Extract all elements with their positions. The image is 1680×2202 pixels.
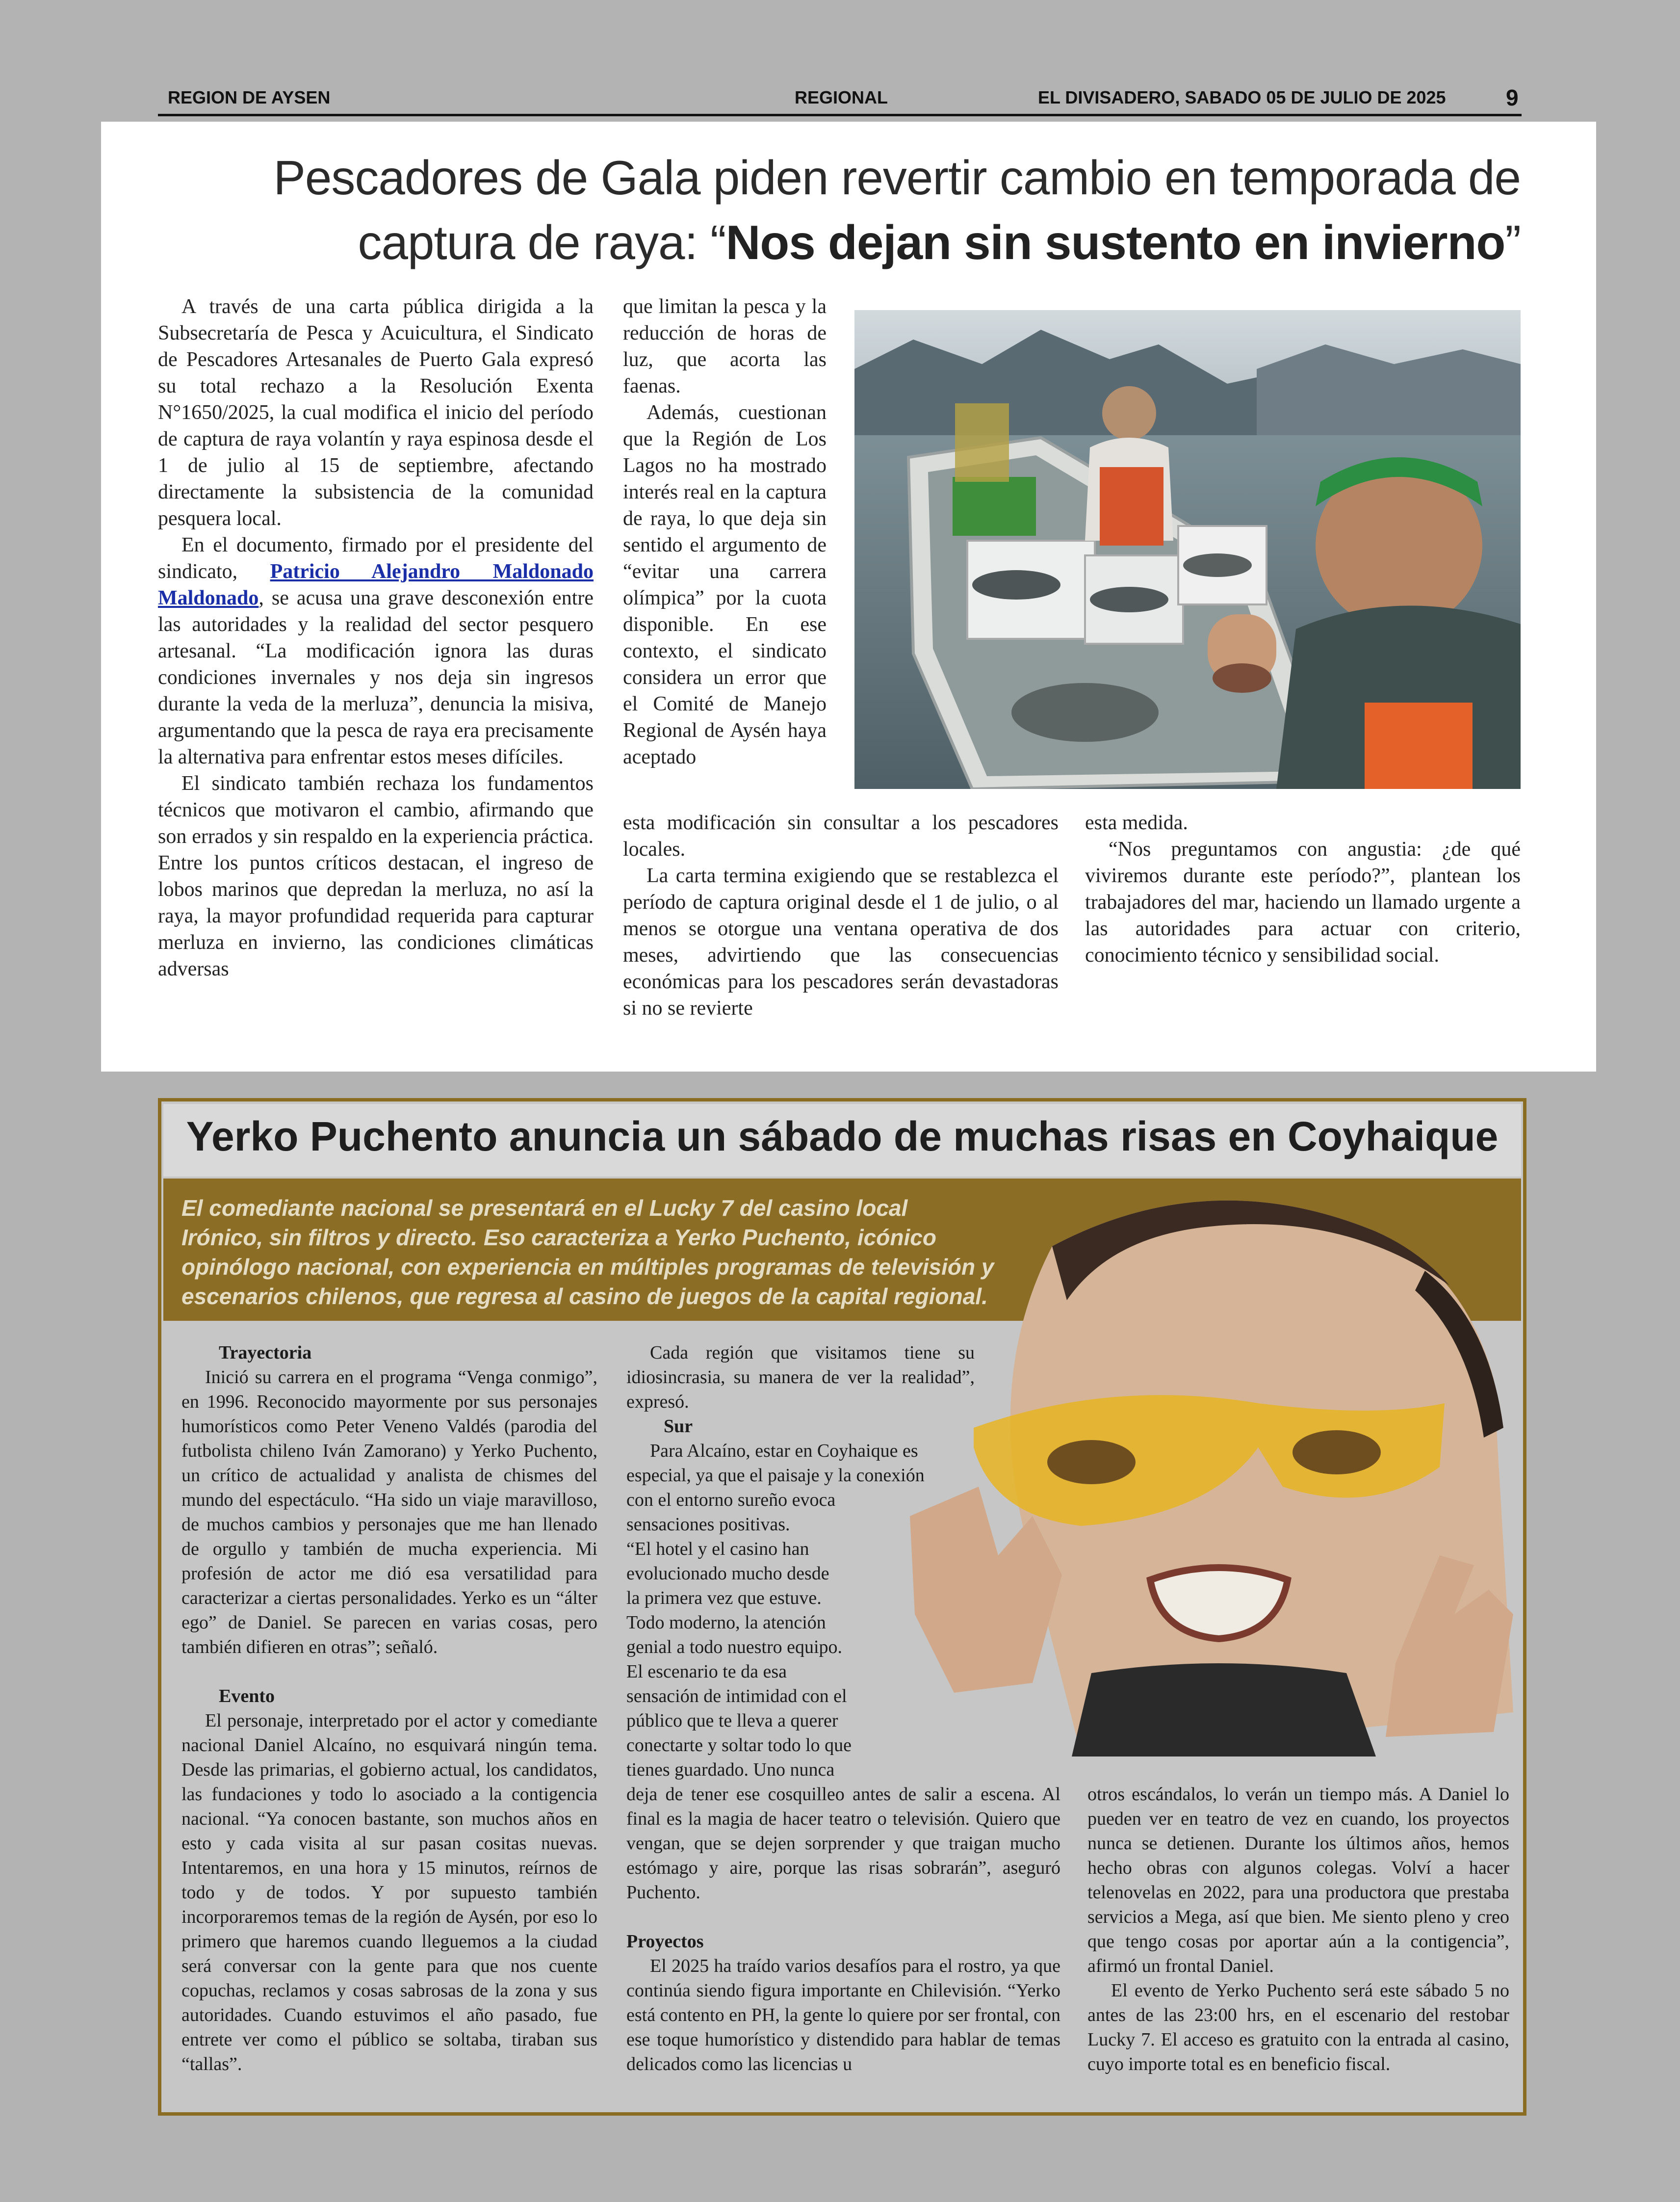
paragraph: esta modificación sin consultar a los pescadores locales. [623,812,1059,861]
comedian-photo [905,1173,1523,1756]
paragraph: Cada región que visitamos tiene su idiosincrasia, su manera de ver la realidad”, expresó. [626,1342,975,1412]
article1-column-2-bottom [623,810,1059,1022]
paper-date: EL DIVISADERO, SABADO 05 DE JULIO DE 2025 [1038,87,1446,107]
paragraph: El evento de Yerko Puchento será este sábado 5 no antes de las 23:00 hrs, en el escenario del restobar Lucky 7. El acceso es gratuito con la entrada al casino, cuyo importe total es en beneficio fiscal. [1087,1980,1509,2074]
header-rule [158,114,1522,116]
article2-column-2-top [626,1340,975,1782]
section-category: REGIONAL [795,87,888,107]
paragraph: “Nos preguntamos con angustia: ¿de qué viviremos durante este período?”, plantean los trabajadores del mar, haciendo un llamado urgente a las autoridades para actuar con criterio, conocimiento técnico y sensibilidad social. [1085,838,1521,967]
paragraph: El sindicato también rechaza los fundamentos técnicos que motivaron el cambio, afirmando que son errados y sin respaldo en la experiencia práctica. Entre los puntos críticos destacan, el ingreso de lobos marinos que depredan la merluza, no así la raya, la mayor profundidad requerida para capturar merluza en invierno, las condiciones climáticas adversas [158,772,594,980]
subheading-sur: Sur [664,1416,693,1437]
article1-column-3 [1085,810,1521,969]
paragraph: El 2025 ha traído varios desafíos para el rostro, ya que continúa siendo figura importante en Chilevisión. “Yerko está contento en PH, la gente lo quiere por ser frontal, con ese toque humorístico y distendido para hablar de temas delicados como las licencias u [626,1956,1060,2074]
page-number: 9 [1506,85,1519,110]
paragraph: La carta termina exigiendo que se restablezca el período de captura original desde el 1 de julio, o al menos se otorgue una ventana operativa de dos meses, advirtiendo que las consecuencias económicas para los pescadores serán devastadoras si no se revierte [623,865,1059,1020]
paragraph: que limitan la pesca y la reducción de horas de luz, que acorta las faenas. [623,295,827,397]
headline-line-2: captura de raya: “Nos dejan sin sustento en invierno” [358,215,1521,269]
paragraph: A través de una carta pública dirigida a la Subsecretaría de Pesca y Acuicultura, el Sindicato de Pescadores Artesanales de Puerto Gala expresó su total rechazo a la Resolución Exenta N°1650/2025, la cual modifica el inicio del período de captura de raya volantín y raya espinosa desde el 1 de julio al 15 de septiembre, afectando directamente la subsistencia de la comunidad pesquera local. [158,295,594,530]
paragraph: El personaje, interpretado por el actor y comediante nacional Daniel Alcaíno, no esquivará ningún tema. Desde las primarias, el gobierno actual, los candidatos, las fundaciones y todo lo asociado a la contigencia nacional. “Ya conocen bastante, son muchos años en esto y cada visita al sur pasan cositas nuevas. Intentaremos, en una hora y 15 minutos, reírnos de todo y de todos. Y por supuesto también incorporaremos temas de la región de Aysén, por eso lo primero que haremos cuando lleguemos a la ciudad será conversar con la gente para que nos cuente copuchas, reclamos y cosas sabrosas de la zona y sus autoridades. Cuando estuvimos el año pasado, fue entrete ver como el público se soltaba, tiraban sus “tallas”. [181,1710,597,2074]
article2-title: Yerko Puchento anuncia un sábado de muchas risas en Coyhaique [186,1113,1499,1159]
article1-column-1 [158,293,594,982]
paragraph: Inició su carrera en el programa “Venga conmigo”, en 1996. Reconocido mayormente por sus personajes humorísticos como Peter Veneno Valdés (parodia del futbolista chileno Iván Zamorano) y Yerko Puchento, un crítico de actualidad y analista de chismes del mundo del espectáculo. “Ha sido un viaje maravilloso, de muchos cambios y personajes que me han llenado de orgullo y también de mucha experiencia. Mi profesión de actor me dió esa versatilidad para caracterizar a ciertas personalidades. Yerko es un “álter ego” de Daniel. Se parecen en varias cosas, pero también difieren en otras”; señaló. [181,1367,597,1657]
president-name-link[interactable]: Patricio Alejandro Maldonado Maldonado [158,560,594,609]
article2-column-2-bottom [626,1782,1060,2076]
subheading-proyectos: Proyectos [626,1931,704,1952]
paragraph: Además, cuestionan que la Región de Los Lagos no ha mostrado interés real en la captura de raya, lo que deja sin sentido el argumento de “evitar una carrera olímpica” por la cuota disponible. En ese contexto, el sindicato considera un error que el Comité de Manejo Regional de Aysén haya aceptado [623,401,827,768]
subheading-trayectoria: Trayectoria [219,1342,312,1363]
comedian-illustration [905,1173,1523,1756]
headline-line-1: Pescadores de Gala piden revertir cambio en temporada de [273,151,1521,205]
article2-deck: El comediante nacional se presentará en el Lucky 7 del casino local Irónico, sin filtros y directo. Eso caracteriza a Yerko Puchento, icónico opinólogo nacional, con experiencia en múltiples programas de televisión y escenarios chilenos, que regresa al casino de juegos de la capital regional. [181,1195,994,1309]
section-label: REGION DE AYSEN [168,87,331,107]
sur-paragraph: Para Alcaíno, estar en Coyhaique es especial, ya que el paisaje y la conexión con el entorno sureño evoca sensaciones positivas. “El hotel y el casino han evolucionado mucho desde la primera vez que estuve. Todo moderno, la atención genial a todo nuestro equipo. El escenario te da esa sensación de intimidad con el público que te lleva a querer conectarte y soltar todo lo que tienes guardado. Uno nunca [626,1441,925,1780]
paragraph: otros escándalos, lo verán un tiempo más. A Daniel lo pueden ver en teatro de vez en cuando, los proyectos nunca se detienen. Durante los últimos años, hemos hecho obras con algunos colegas. Volví a hacer telenovelas en 2022, para una productora que prestaba servicios a Mega, así que bien. Me siento pleno y creo que tengo cosas por aportar aún a la contigencia”, afirmó un frontal Daniel. [1087,1784,1509,1976]
paragraph: En el documento, firmado por el presidente del sindicato, Patricio Alejandro Maldonado Maldonado, se acusa una grave desconexión entre las autoridades y la realidad del sector pesquero artesanal. “La modificación ignora las duras condiciones invernales y nos deja sin ingresos durante la veda de la merluza”, denuncia la misiva, argumentando que la pesca de raya era precisamente la alternativa para enfrentar estos meses difíciles. [158,534,594,768]
article1-column-2-top [623,293,827,770]
fishermen-boat-photo [854,310,1521,789]
fishermen-boat-illustration [854,310,1521,789]
article2-column-1 [181,1340,597,2076]
article2-column-3 [1087,1782,1509,2076]
subheading-evento: Evento [219,1686,275,1706]
paragraph: deja de tener ese cosquilleo antes de salir a escena. Al final es la magia de hacer teatro o televisión. Quiero que vengan, que se dejen sorprender y que traigan mucho estómago y aire, porque las risas sobrarán”, aseguró Puchento. [626,1784,1060,1903]
paragraph: esta medida. [1085,812,1188,834]
